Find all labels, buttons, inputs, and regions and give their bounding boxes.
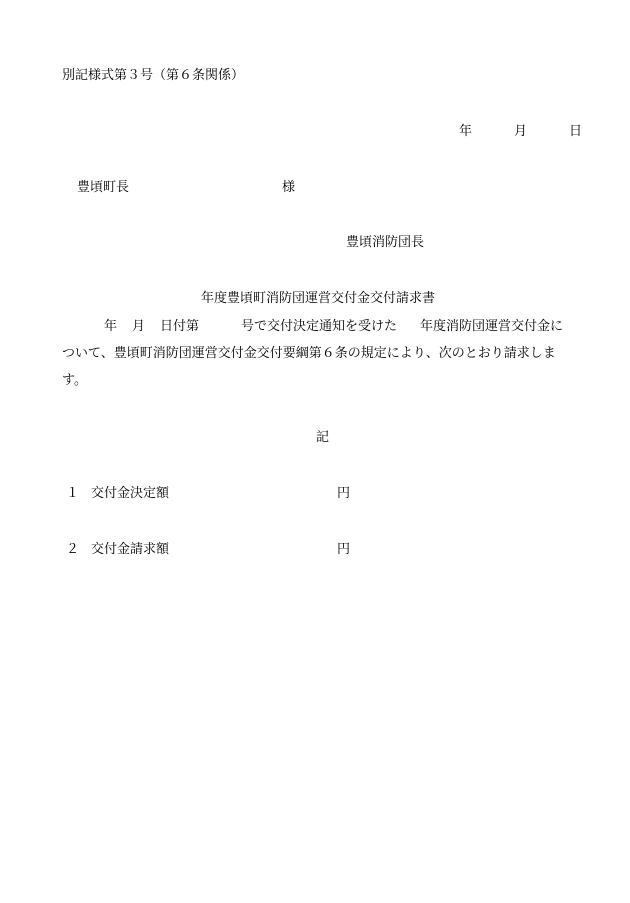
addressee-honorific: 様 [282,180,296,195]
body-year: 年 [104,319,118,334]
date-year: 年 [459,124,473,139]
ki-heading: 記 [316,430,330,445]
body-line-2: ついて、豊頃町消防団運営交付金交付要綱第６条の規定により、次のとおり請求しま [62,346,556,361]
body-line-3: す。 [62,373,87,388]
item-2-number: ２ [66,542,80,557]
body-day-no: 日付第 [160,319,200,334]
date-day: 日 [569,124,583,139]
item-1-label: 交付金決定額 [91,486,170,501]
document-title: 年度豊頃町消防団運営交付金交付請求書 [201,291,436,306]
item-1-number: １ [66,486,80,501]
body-notice: 号で交付決定通知を受けた [241,319,398,334]
item-1-unit: 円 [337,486,351,501]
date-month: 月 [514,124,528,139]
addressee-name: 豊頃町長 [77,180,130,195]
body-grant: 年度消防団運営交付金に [420,319,564,334]
item-2-label: 交付金請求額 [91,542,170,557]
form-number: 別記様式第３号（第６条関係） [62,68,245,83]
sender-name: 豊頃消防団長 [346,235,425,250]
item-2-unit: 円 [337,542,351,557]
body-month: 月 [132,319,146,334]
